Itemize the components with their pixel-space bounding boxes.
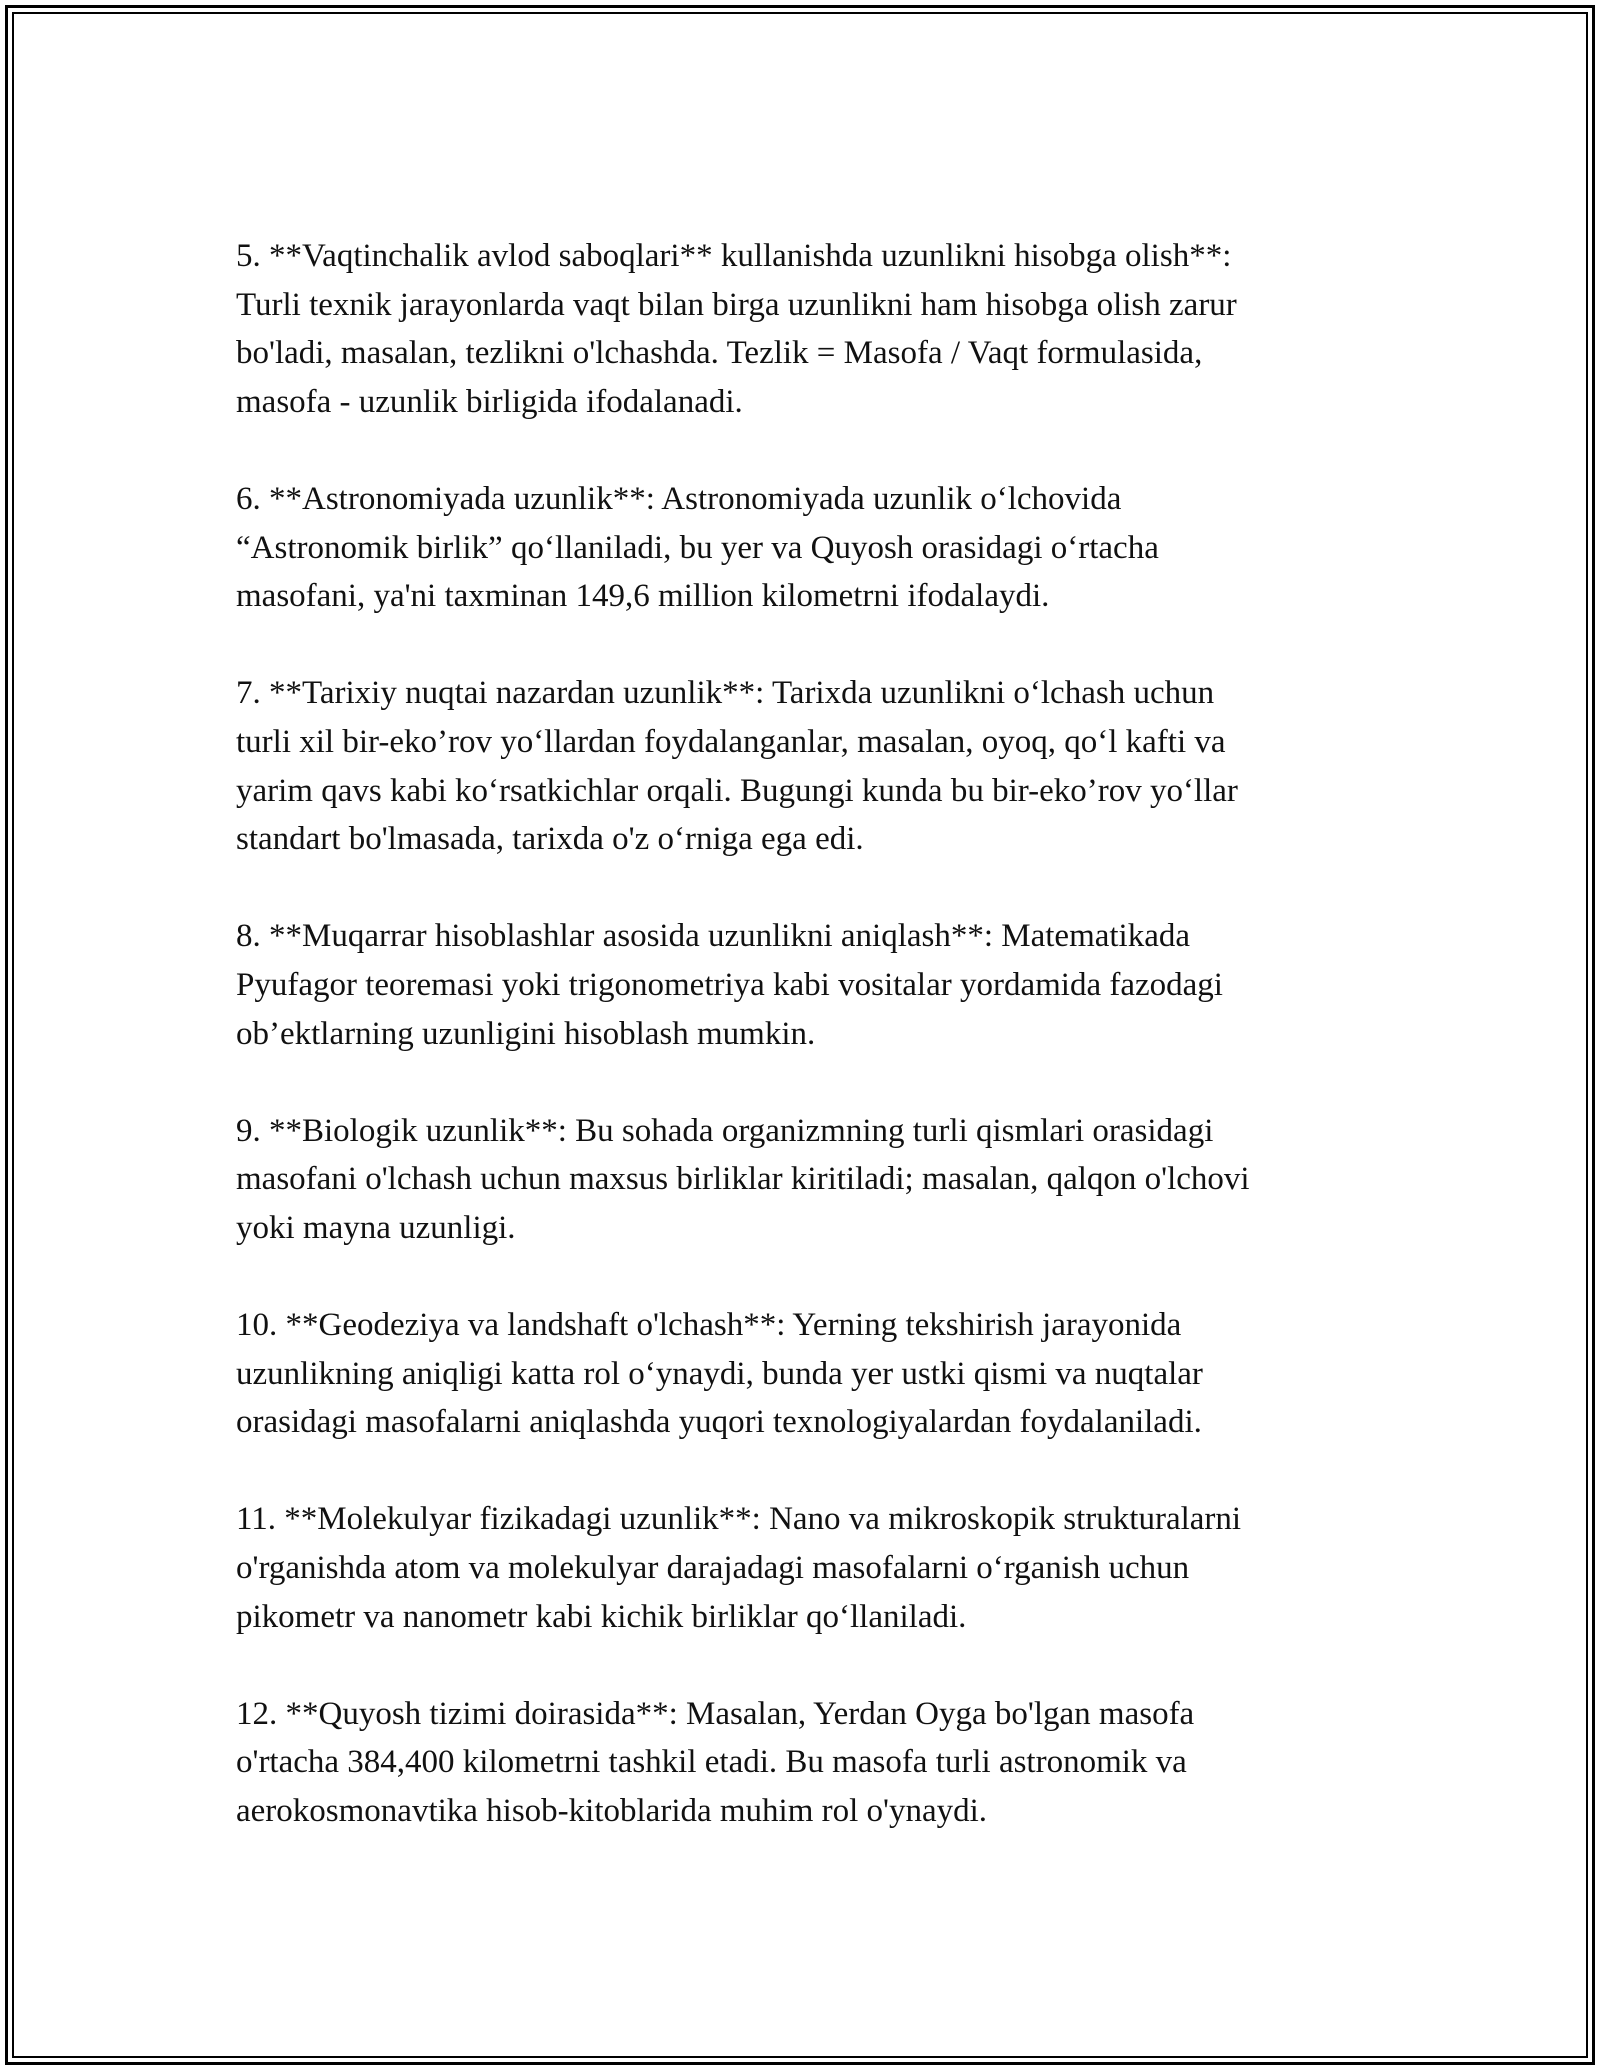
paragraph-item-12: 12. **Quyosh tizimi doirasida**: Masalan, Yerdan Oyga bo'lgan masofa o'rtacha 384,400 kilometrni tashkil etadi. Bu masofa turli astronomik va aerokosmonavtika hisob-kitoblarida muhim rol o'ynaydi. [236,1695,1195,1829]
paragraph-item-8: 8. **Muqarrar hisoblashlar asosida uzunlikni aniqlash**: Matematikada Pyufagor teoremasi yoki trigonometriya kabi vositalar yordamida fazodagi ob’ektlarning uzunligini hisoblash mumkin. [236,918,1223,1052]
paragraph-item-7: 7. **Tarixiy nuqtai nazardan uzunlik**: Tarixda uzunlikni o‘lchash uchun turli xil bir-eko’rov yo‘llardan foydalanganlar, masalan, oyoq, qo‘l kafti va yarim qavs kabi ko‘rsatkichlar orqali. Bugungi kunda bu bir-eko’rov yo‘llar standart bo'lmasada, tarixda o'z o‘rniga ega edi. [236,675,1238,858]
paragraph-item-10: 10. **Geodeziya va landshaft o'lchash**: Yerning tekshirish jarayonida uzunlikning aniqligi katta rol o‘ynaydi, bunda yer ustki qismi va nuqtalar orasidagi masofalarni aniqlashda yuqori texnologiyalardan foydalaniladi. [236,1307,1203,1441]
paragraph-item-9: 9. **Biologik uzunlik**: Bu sohada organizmning turli qismlari orasidagi masofani o'lchash uchun maxsus birliklar kiritiladi; masalan, qalqon o'lchovi yoki mayna uzunligi. [236,1112,1250,1246]
document-body [236,232,1376,1884]
paragraph-item-5: 5. **Vaqtinchalik avlod saboqlari** kullanishda uzunlikni hisobga olish**: Turli texnik jarayonlarda vaqt bilan birga uzunlikni ham hisobga olish zarur bo'ladi, masalan, tezlikni o'lchashda. Tezlik = Masofa / Vaqt formulasida, masofa - uzunlik birligida ifodalanadi. [236,238,1237,420]
paragraph-item-11: 11. **Molekulyar fizikadagi uzunlik**: Nano va mikroskopik strukturalarni o'rganishda atom va molekulyar darajadagi masofalarni o‘rganish uchun pikometr va nanometr kabi kichik birliklar qo‘llaniladi. [236,1501,1242,1635]
paragraph-item-6: 6. **Astronomiyada uzunlik**: Astronomiyada uzunlik o‘lchovida “Astronomik birlik” qo‘llaniladi, bu yer va Quyosh orasidagi o‘rtacha masofani, ya'ni taxminan 149,6 million kilometrni ifodalaydi. [236,480,1159,615]
